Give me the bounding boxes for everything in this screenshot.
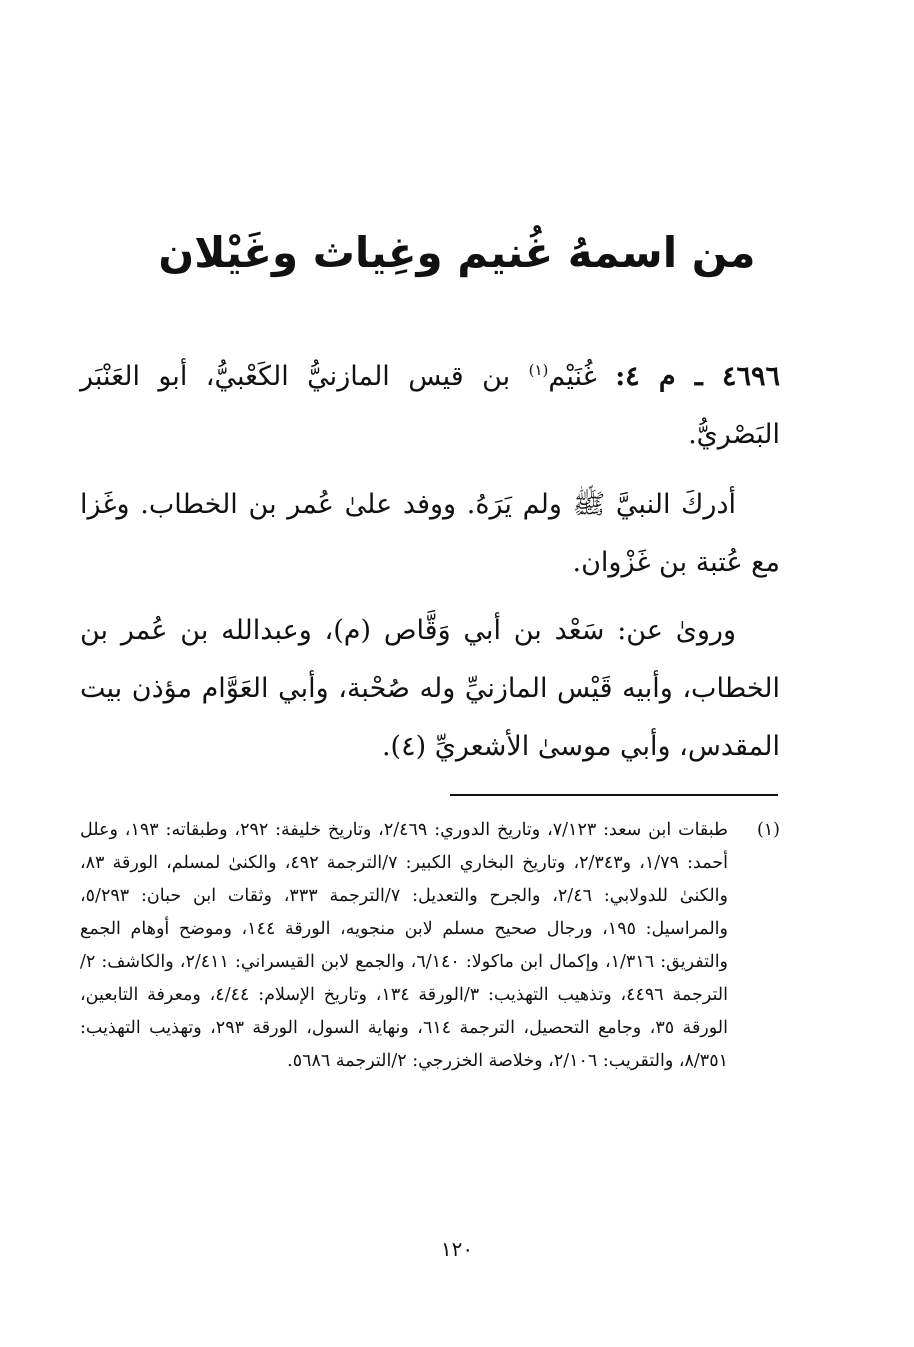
chapter-title: من اسمهُ غُنيم وغِياث وغَيْلان (158, 228, 756, 277)
footnote (80, 814, 780, 1078)
entry-name: غُنَيْم (548, 361, 597, 392)
paragraph-biography: أدركَ النبيَّ ﷺ ولم يَرَهُ. ووفد علىٰ عُمر بن الخطاب. وغَزا مع عُتبة بن غَزْوان. (80, 489, 780, 578)
footnote-separator (450, 794, 778, 796)
entry-number: ٤٦٩٦ ـ م ٤: (615, 361, 780, 392)
entry-lineage: بن قيس المازنيُّ الكَعْبيُّ، أبو العَنْبَر البَصْريُّ. (80, 361, 780, 450)
page-number: ١٢٠ (440, 1237, 474, 1261)
footnote-marker: (١) (756, 820, 780, 840)
footnote-text: طبقات ابن سعد: ٧/١٢٣، وتاريخ الدوري: ٢/٤٦٩، وتاريخ خليفة: ٢٩٢، وطبقاته: ١٩٣، وعلل أحمد: ١/٧٩، و٢/٣٤٣، وتاريخ البخاري الكبير: ٧/الترجمة ٤٩٢، والكنىٰ لمسلم، الورقة ٨٣، والكنىٰ للدولابي: ٢/٤٦، والجرح والتعديل: ٧/الترجمة ٣٣٣، وثقات ابن حبان: ٥/٢٩٣، والمراسيل: ١٩٥، ورجال صحيح مسلم لابن منجويه، الورقة ١٤٤، وموضح أوهام الجمع والتفريق: ١/٣١٦، وإكمال ابن ماكولا: ٦/١٤٠، والجمع لابن القيسراني: ٢/٤١١، والكاشف: ٢/الترجمة ٤٤٩٦، وتذهيب التهذيب: ٣/الورقة ١٣٤، وتاريخ الإسلام: ٤/٤٤، ومعرفة التابعين، الورقة ٣٥، وجامع التحصيل، الترجمة ٦١٤، ونهاية السول، الورقة ٢٩٣، وتهذيب التهذيب: ٨/٣٥١، والتقريب: ٢/١٠٦، وخلاصة الخزرجي: ٢/الترجمة ٥٦٨٦. (80, 820, 729, 1071)
paragraph-narrators: وروىٰ عن: سَعْد بن أبي وَقَّاص (م)، وعبدالله بن عُمر بن الخطاب، وأبيه قَيْس المازنيِّ وله صُحْبة، وأبي العَوَّام مؤذن بيت المقدس، وأبي موسىٰ الأشعريِّ (٤). (80, 615, 780, 762)
footnote-reference: (١) (528, 361, 549, 379)
entry-heading (80, 348, 780, 464)
biography-entry (80, 348, 780, 786)
